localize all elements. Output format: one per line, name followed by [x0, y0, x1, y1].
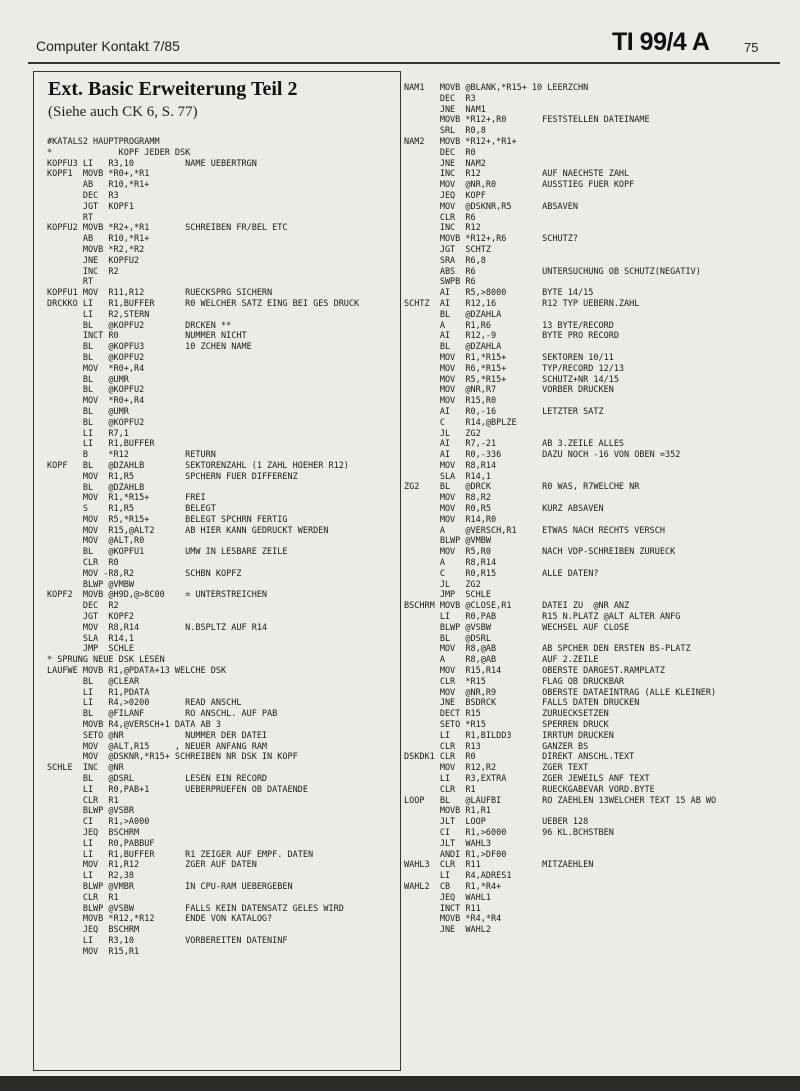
code-line: BL @KOPFU2	[47, 352, 145, 363]
code-line: BL @UMR	[47, 406, 129, 417]
code-line: JMP SCHLE	[47, 644, 134, 655]
code-line: SLA R14,1	[47, 633, 134, 644]
code-line: MOV R8,R14	[404, 460, 497, 471]
code-line: DEC R2	[47, 601, 119, 612]
code-line: MOV R1,*R15+ FREI	[47, 493, 206, 504]
code-line: BL @CLEAR	[47, 676, 140, 687]
code-line: LI R1,BUFFER	[47, 439, 155, 450]
code-line: JEQ WAHL1	[404, 892, 491, 903]
code-line: A R8,@AB AUF 2.ZEILE	[404, 655, 599, 666]
code-line: CLR R13 GANZER BS	[404, 741, 589, 752]
code-line: LI R2,STERN	[47, 309, 150, 320]
code-line: LI R1,PDATA	[47, 687, 150, 698]
code-line: LI R0,PABBUF	[47, 838, 155, 849]
code-line: CLR R1	[47, 795, 119, 806]
code-line: INC R2	[47, 266, 119, 277]
code-line: BL @UMR	[47, 374, 129, 385]
code-line: MOVB *R12+,R6 SCHUTZ?	[404, 234, 578, 245]
code-line: BLWP @VMBW	[404, 536, 491, 547]
code-line: JLT WAHL3	[404, 838, 491, 849]
code-line: BLWP @VSBW WECHSEL AUF CLOSE	[404, 622, 630, 633]
code-line: BLWP @VMBW	[47, 579, 134, 590]
code-line: KOPF2 MOVB @H9D,@>8C00 = UNTERSTREICHEN	[47, 590, 268, 601]
code-line: CLR *R15 FLAG OB DRUCKBAR	[404, 676, 625, 687]
code-line: MOV R6,*R15+ TYP/RECORD 12/13	[404, 363, 625, 374]
listing-right-column	[404, 83, 716, 936]
code-line: * KOPF JEDER DSK	[47, 147, 191, 158]
code-line: MOV @NR,R7 VORBER DRUCKEN	[404, 385, 614, 396]
code-line: JEQ BSCHRM	[47, 828, 140, 838]
code-line: LI R4,>0200 READ ANSCHL	[47, 698, 242, 709]
code-line: JGT KOPF1	[47, 201, 134, 212]
code-line: ZG2 BL @DRCK R0 WAS, R7WELCHE NR	[404, 482, 640, 493]
code-line: MOV *R0+,R4	[47, 396, 145, 407]
code-line: JMP SCHLE	[404, 590, 491, 601]
code-line: LI R0,PAB R15 N.PLATZ @ALT ALTER ANFG	[404, 612, 681, 623]
code-line: SLA R14,1	[404, 471, 491, 482]
code-line: JEQ KOPF	[404, 190, 486, 201]
code-line: MOV @NR,R9 OBERSTE DATAEINTRAG (ALLE KLEINER)	[404, 687, 717, 698]
code-line: CI R1,>6000 96 KL.BCHSTBEN	[404, 827, 614, 838]
code-line: MOV R5,*R15+ BELEGT SPCHRN FERTIG	[47, 514, 288, 525]
code-line: LI R0,PAB+1 UEBERPRUEFEN OB DATAENDE	[47, 784, 308, 795]
code-line: SETO *R15 SPERREN DRUCK	[404, 720, 609, 731]
page-number: 75	[744, 40, 759, 55]
code-line: MOV R1,*R15+ SEKTOREN 10/11	[404, 352, 614, 363]
code-line: CLR R1 RUECKGABEVAR VORD.BYTE	[404, 784, 655, 795]
code-line: BL @KOPFU2	[47, 385, 145, 396]
code-line: LI R7,1	[47, 428, 129, 439]
code-line: BSCHRM MOVB @CLOSE,R1 DATEI ZU @NR ANZ	[404, 601, 630, 612]
code-line: BLWP @VSBW FALLS KEIN DATENSATZ GELES WIRD	[47, 903, 344, 914]
code-line: S R1,R5 BELEGT	[47, 504, 216, 515]
code-line: RT	[47, 277, 94, 288]
code-line: SRA R6,8	[404, 255, 486, 266]
code-line: MOV -R8,R2 SCHBN KOPFZ	[47, 568, 242, 579]
code-line: A R8,R14	[404, 558, 497, 569]
code-line: KOPF BL @DZAHLB SEKTORENZAHL (1 ZAHL HOEHER R12)	[47, 460, 349, 471]
code-line: A R1,R6 13 BYTE/RECORD	[404, 320, 614, 331]
code-line: LI R3,EXTRA ZGER JEWEILS ANF TEXT	[404, 774, 650, 784]
code-line: C R14,@BPLZE	[404, 417, 517, 428]
code-line: MOV @ALT,R15 , NEUER ANFANG RAM	[47, 741, 268, 752]
code-line: BL @DSRL LESEN EIN RECORD	[47, 774, 268, 785]
code-line: CLR R1	[47, 892, 119, 903]
code-line: MOV @DSKNR,R5 ABSAVEN	[404, 201, 578, 212]
code-line: NAM2 MOVB *R12+,*R1+	[404, 136, 517, 147]
code-line: JGT SCHTZ	[404, 244, 491, 255]
code-line: MOV R15,R0	[404, 396, 497, 407]
page-header	[0, 0, 800, 62]
code-line: CLR R6	[404, 212, 476, 223]
code-line: BL @KOPFU1 UMW IN LESBARE ZEILE	[47, 547, 288, 558]
code-line: LI R1,BUFFER R1 ZEIGER AUF EMPF. DATEN	[47, 849, 314, 860]
code-line: BL @DZAHLB	[47, 482, 145, 493]
code-line: JL ZG2	[404, 579, 481, 590]
code-line: JNE NAM2	[404, 158, 486, 169]
code-line: MOV *R0+,R4	[47, 363, 145, 374]
code-line: SETO @NR NUMMER DER DATEI	[47, 730, 268, 741]
code-line: SRL R0,8	[404, 126, 486, 137]
code-line: INCT R11	[404, 903, 481, 914]
code-line: BLWP @VSBR	[47, 806, 134, 817]
code-line: MOV R0,R5 KURZ ABSAVEN	[404, 504, 604, 515]
code-line: BL @DZAHLA	[404, 309, 502, 320]
code-line: JLT LOOP UEBER 128	[404, 817, 589, 828]
code-line: DEC R3	[47, 190, 119, 201]
code-line: C R0,R15 ALLE DATEN?	[404, 568, 599, 579]
code-line: BL @KOPFU2 DRCKEN **	[47, 320, 232, 331]
code-line: BL @KOPFU2	[47, 417, 145, 428]
page-bottom-edge	[0, 1076, 800, 1091]
code-line: MOV R1,R12 ZGER AUF DATEN	[47, 860, 257, 871]
code-line: B *R12 RETURN	[47, 450, 216, 461]
code-line: SWPB R6	[404, 277, 476, 288]
code-line: DEC R0	[404, 147, 476, 158]
code-line: INC R12 AUF NAECHSTE ZAHL	[404, 169, 630, 180]
code-line: JGT KOPF2	[47, 612, 134, 623]
code-line: JNE NAM1	[404, 104, 486, 115]
code-line: INCT R0 NUMMER NICHT	[47, 331, 247, 342]
code-line: KOPF1 MOVB *R0+,*R1	[47, 169, 150, 180]
section-title: TI 99/4 A	[612, 28, 710, 56]
code-line: ABS R6 UNTERSUCHUNG OB SCHUTZ(NEGATIV)	[404, 266, 701, 277]
code-line: BL @FILANF RO ANSCHL. AUF PAB	[47, 709, 278, 720]
code-line: MOVB *R12+,R0 FESTSTELLEN DATEINAME	[404, 115, 650, 126]
code-line: MOV @DSKNR,*R15+ SCHREIBEN NR DSK IN KOPF	[47, 752, 298, 763]
code-line: INC R12	[404, 223, 481, 234]
code-line: DECT R15 ZURUECKSETZEN	[404, 709, 609, 720]
code-line: JNE KOPFU2	[47, 255, 140, 266]
code-line: BL @KOPFU3 10 ZCHEN NAME	[47, 342, 252, 353]
code-line: AI R0,-16 LETZTER SATZ	[404, 406, 604, 417]
code-line: DRCKKO LI R1,BUFFER R0 WELCHER SATZ EING BEI GES DRUCK	[47, 298, 360, 309]
code-line: MOV R15,R14 OBERSTE DARGEST.RAMPLATZ	[404, 666, 665, 677]
code-line: KOPFU2 MOVB *R2+,*R1 SCHREIBEN FR/BEL ETC	[47, 223, 288, 234]
code-line: BLWP @VMBR IN CPU-RAM UEBERGEBEN	[47, 881, 293, 892]
code-line: MOV @ALT,R0	[47, 536, 145, 547]
code-line: MOV R14,R0	[404, 514, 497, 525]
code-line: LOOP BL @LAUFBI RO ZAEHLEN 13WELCHER TEXT 15 AB WO	[404, 795, 717, 806]
code-line: KOPFU1 MOV R11,R12 RUECKSPRG SICHERN	[47, 288, 273, 299]
code-line: JEQ BSCHRM	[47, 925, 140, 936]
code-line: JNE BSDRCK FALLS DATEN DRUCKEN	[404, 698, 640, 709]
code-line: MOV R5,*R15+ SCHUTZ+NR 14/15	[404, 374, 619, 385]
listing-left-column	[47, 137, 359, 958]
code-line: MOV R8,R14 N.BSPLTZ AUF R14	[47, 622, 268, 633]
article-title: Ext. Basic Erweiterung Teil 2	[48, 78, 298, 100]
code-line: MOV R15,@ALT2 AB HIER KANN GEDRUCKT WERDEN	[47, 525, 329, 536]
code-line: DSKDK1 CLR R0 DIREKT ANSCHL.TEXT	[404, 752, 635, 763]
code-line: BL @DSRL	[404, 633, 491, 644]
code-line: AB R10,*R1+	[47, 234, 150, 245]
code-line: MOVB *R12,*R12 ENDE VON KATALOG?	[47, 914, 273, 925]
code-line: DEC R3	[404, 93, 476, 104]
code-line: MOV R8,@AB AB SPCHER DEN ERSTEN BS-PLATZ	[404, 644, 691, 655]
code-line: AI R0,-336 DAZU NOCH -16 VON OBEN =352	[404, 450, 681, 461]
code-line: JL ZG2	[404, 428, 481, 439]
code-line: MOV R5,R0 NACH VDP-SCHREIBEN ZURUECK	[404, 547, 676, 558]
code-line: * SPRUNG NEUE DSK LESEN	[47, 655, 165, 666]
code-line: AB R10,*R1+	[47, 180, 150, 191]
code-line: #KATALS2 HAUPTPROGRAMM	[47, 137, 160, 147]
code-line: LI R1,BILDD3 IRRTUM DRUCKEN	[404, 730, 614, 741]
code-line: MOV R8,R2	[404, 493, 491, 504]
code-line: MOVB *R2,*R2	[47, 244, 145, 255]
magazine-issue: Computer Kontakt 7/85	[36, 38, 180, 54]
code-line: MOV R15,R1	[47, 946, 140, 957]
header-rule	[28, 62, 780, 64]
code-line: JNE WAHL2	[404, 925, 491, 936]
code-line: AI R12,-9 BYTE PRO RECORD	[404, 331, 619, 342]
code-line: MOVB *R4,*R4	[404, 914, 502, 925]
code-line: AI R5,>8000 BYTE 14/15	[404, 288, 594, 299]
code-line: LAUFWE MOVB R1,@PDATA+13 WELCHE DSK	[47, 666, 227, 677]
code-line: BL @DZAHLA	[404, 342, 502, 353]
code-line: AI R7,-21 AB 3.ZEILE ALLES	[404, 439, 625, 450]
code-line: ANDI R1,>DF00	[404, 849, 507, 860]
code-line: CLR R0	[47, 558, 119, 569]
code-line: SCHLE INC @NR	[47, 763, 124, 774]
code-line: LI R3,10 VORBEREITEN DATENINF	[47, 935, 288, 946]
code-line: LI R2,38	[47, 871, 134, 882]
code-line: RT	[47, 212, 94, 223]
code-line: SCHTZ AI R12,16 R12 TYP UEBERN.ZAHL	[404, 298, 640, 309]
code-line: MOVB R4,@VERSCH+1 DATA AB 3	[47, 720, 221, 731]
code-line: CI R1,>A000	[47, 817, 150, 828]
code-line: MOVB R1,R1	[404, 806, 491, 817]
code-line: MOV R1,R5 SPCHERN FUER DIFFERENZ	[47, 471, 298, 482]
article-subtitle: (Siehe auch CK 6, S. 77)	[48, 104, 198, 120]
code-line: WAHL2 CB R1,*R4+	[404, 881, 502, 892]
code-line: LI R4,ADRES1	[404, 871, 512, 882]
code-line: MOV R12,R2 ZGER TEXT	[404, 763, 589, 774]
code-line: NAM1 MOVB @BLANK,*R15+ 10 LEERZCHN	[404, 83, 589, 93]
code-line: KOPFU3 LI R3,10 NAME UEBERTRGN	[47, 158, 257, 169]
code-line: A @VERSCH,R1 ETWAS NACH RECHTS VERSCH	[404, 525, 665, 536]
code-line: MOV @NR,R0 AUSSTIEG FUER KOPF	[404, 180, 635, 191]
code-line: WAHL3 CLR R11 MITZAEHLEN	[404, 860, 594, 871]
